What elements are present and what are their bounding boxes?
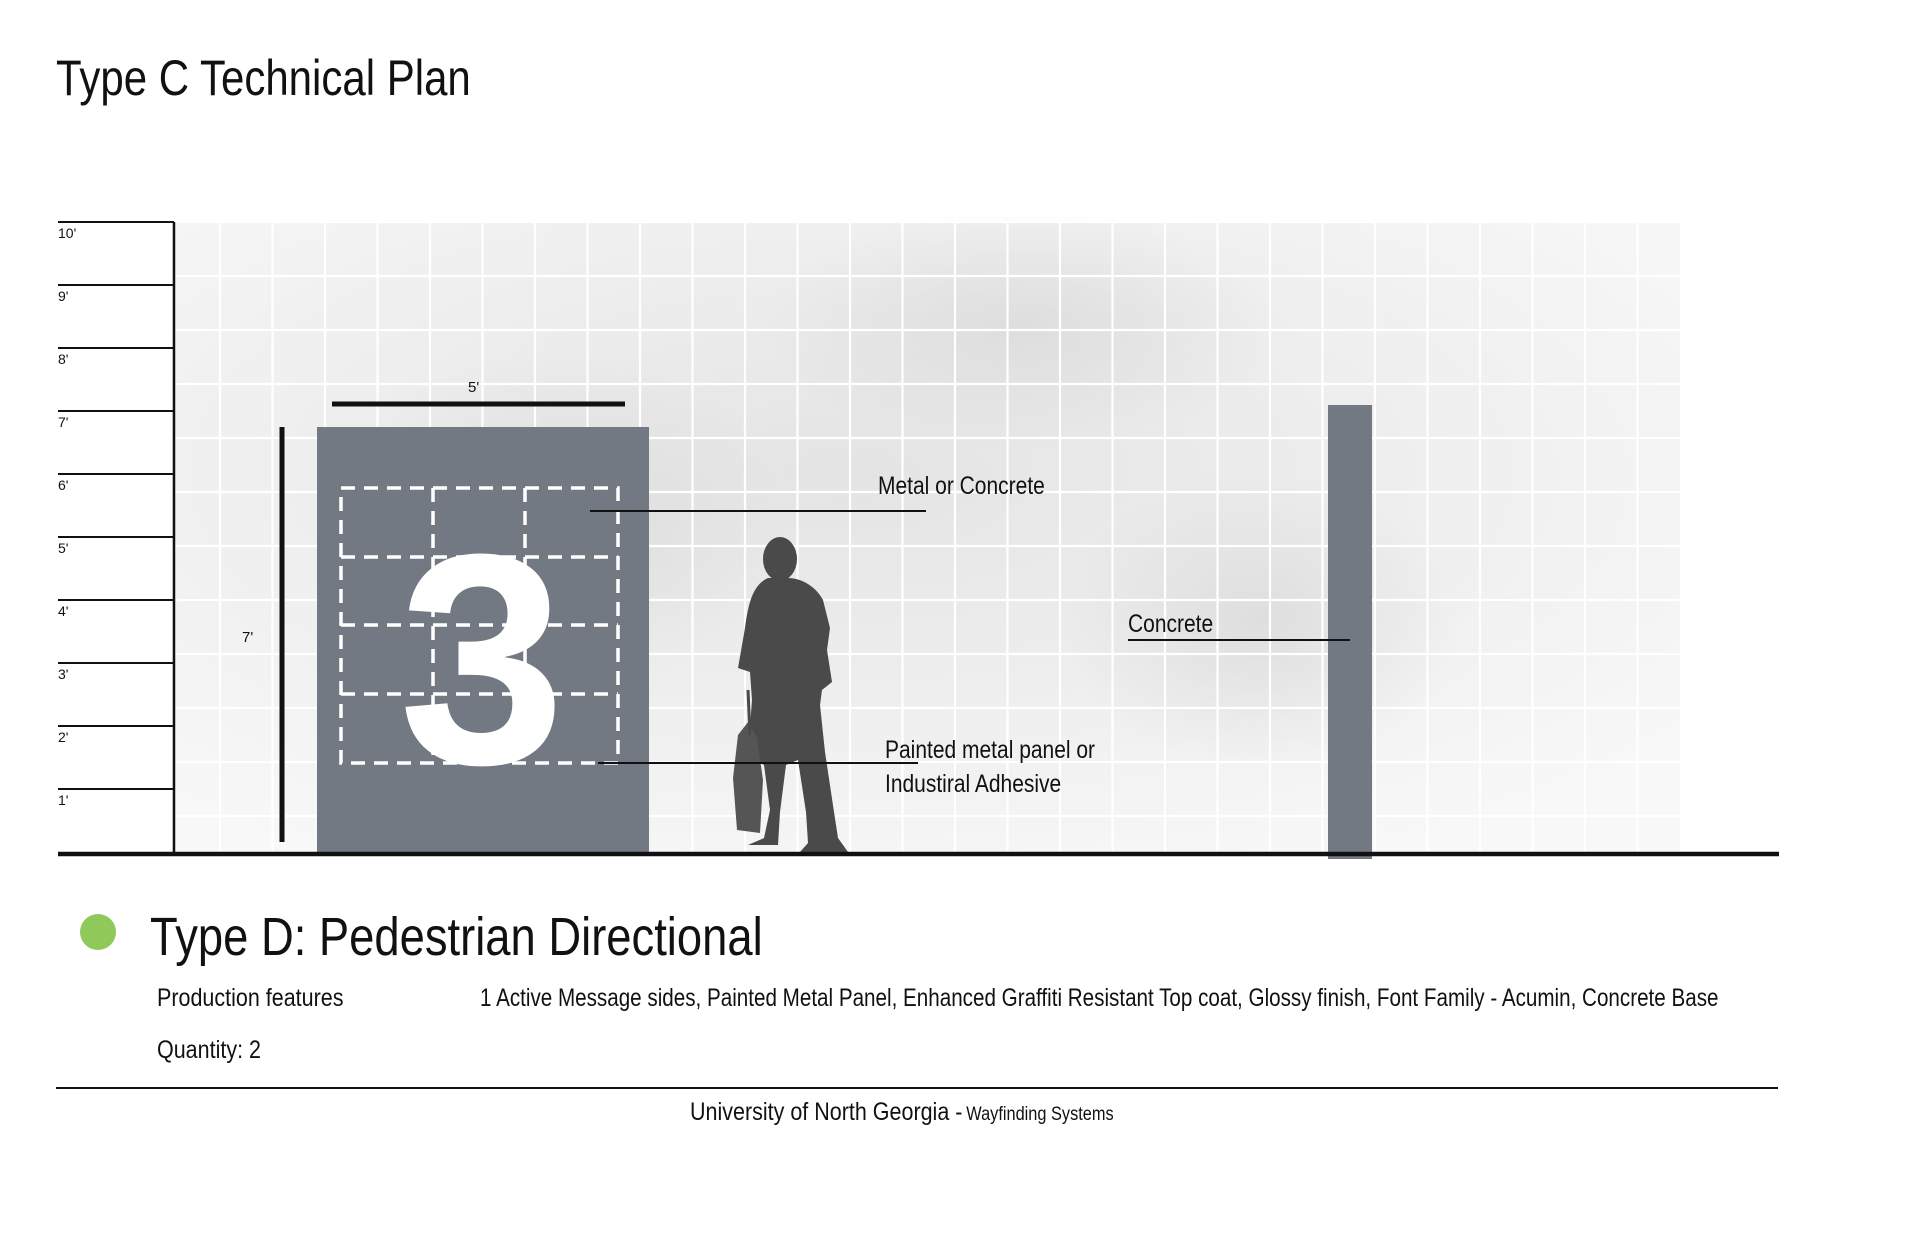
scale-label-2: 2' — [58, 729, 69, 745]
sign-number: 3 — [398, 491, 566, 827]
scale-label-6: 6' — [58, 477, 69, 493]
production-features-value: 1 Active Message sides, Painted Metal Panel, Enhanced Graffiti Resistant Top coat, Glossy finish, Font Family - Acumin, Concrete Base — [480, 984, 1719, 1012]
height-dimension-label: 7' — [242, 629, 254, 646]
quantity-label: Quantity: 2 — [157, 1036, 261, 1064]
callout-painted-panel-line1: Painted metal panel or — [885, 735, 1096, 764]
scale-label-4: 4' — [58, 603, 69, 619]
footer-subtitle: Wayfinding Systems — [966, 1104, 1114, 1125]
height-scale — [58, 222, 174, 852]
type-indicator-dot — [80, 914, 116, 950]
production-features-label: Production features — [157, 984, 344, 1012]
scale-label-7: 7' — [58, 414, 69, 430]
width-dimension-label: 5' — [468, 379, 480, 396]
callout-painted-panel-line2: Industiral Adhesive — [885, 769, 1062, 798]
type-heading: Type D: Pedestrian Directional — [150, 907, 763, 967]
background-stain — [1060, 470, 1460, 770]
scale-label-3: 3' — [58, 666, 69, 682]
concrete-post — [1328, 405, 1372, 859]
scale-label-10: 10' — [58, 225, 77, 241]
callout-metal-or-concrete: Metal or Concrete — [877, 471, 1045, 500]
page-title: Type C Technical Plan — [56, 50, 471, 106]
footer-university: University of North Georgia - — [690, 1098, 963, 1126]
callout-concrete: Concrete — [1128, 609, 1214, 638]
scale-label-9: 9' — [58, 288, 69, 304]
scale-label-5: 5' — [58, 540, 69, 556]
scale-label-1: 1' — [58, 792, 69, 808]
scale-label-8: 8' — [58, 351, 69, 367]
footer — [690, 1096, 1114, 1131]
